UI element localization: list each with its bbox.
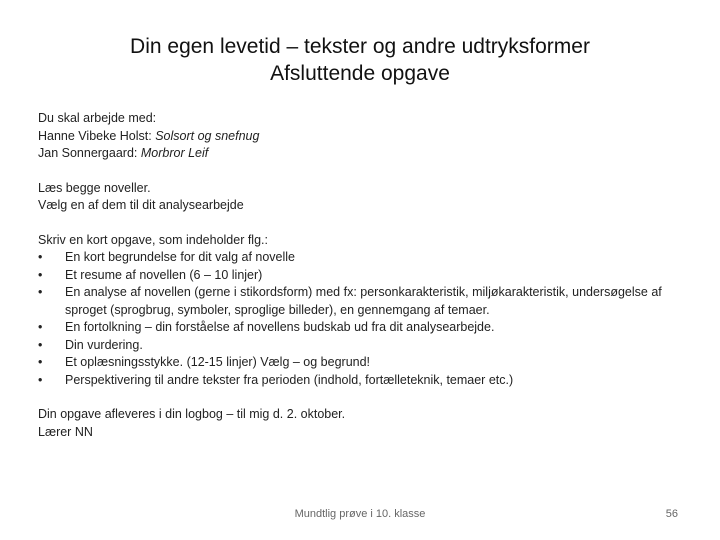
list-item-text: Perspektivering til andre tekster fra perioden (indhold, fortælleteknik, temaer etc.) [65, 372, 514, 387]
list-item-text: Et oplæsningsstykke. (12-15 linjer) Vælg – og begrund! [65, 355, 371, 369]
bullet-icon: • [38, 285, 43, 299]
bullet-icon: • [38, 250, 43, 264]
intro-line: Du skal arbejde med: [38, 111, 157, 125]
list-item-text: Din vurdering. [65, 337, 143, 352]
footer-text: Mundtlig prøve i 10. klasse [294, 508, 426, 520]
teacher-name: Lærer NN [38, 424, 93, 439]
assignment-heading: Skriv en kort opgave, som indeholder flg.: [38, 232, 268, 247]
work-1-title: Solsort og snefnug [155, 128, 260, 143]
work-2-author: Jan Sonnergaard: [38, 146, 141, 160]
work-1-author: Hanne Vibeke Holst: [38, 128, 156, 143]
bullet-icon: • [38, 267, 43, 282]
list-item [38, 337, 688, 355]
list-item-text: En kort begrundelse for dit valg af novelle [65, 250, 295, 264]
list-item-text: En analyse af novellen (gerne i stikordsform) med fx: personkarakteristik, miljøkarakteristik, undersøgelse af sproget (sprogbrug, symboler, sproglige billeder), en gennemgang af temaer. [65, 285, 662, 317]
title-line-2: Afsluttende opgave [270, 62, 450, 85]
bullet-icon: • [38, 372, 43, 387]
task-line-1: Læs begge noveller. [38, 180, 151, 195]
task-line-2: Vælg en af dem til dit analysearbejde [38, 198, 244, 212]
page-number: 56 [665, 508, 678, 520]
list-item-text: Et resume af novellen (6 – 10 linjer) [65, 267, 263, 282]
list-item [38, 319, 688, 337]
bullet-icon: • [38, 320, 43, 334]
bullet-icon: • [38, 337, 43, 352]
list-item [38, 284, 688, 319]
bullet-icon: • [38, 355, 43, 369]
slide-title [0, 33, 720, 87]
list-item [38, 267, 688, 285]
work-1 [38, 128, 688, 146]
list-item-text: En fortolkning – din forståelse af novellens budskab ud fra dit analysearbejde. [65, 320, 495, 334]
work-2 [38, 145, 688, 163]
work-2-title: Morbror Leif [140, 146, 209, 160]
assignment-list [38, 249, 688, 389]
list-item [38, 354, 688, 372]
title-line-1: Din egen levetid – tekster og andre udtryksformer [130, 35, 590, 58]
list-item [38, 249, 688, 267]
deadline-line: Din opgave afleveres i din logbog – til mig d. 2. oktober. [38, 407, 346, 421]
list-item [38, 372, 688, 390]
slide-body [38, 110, 688, 441]
